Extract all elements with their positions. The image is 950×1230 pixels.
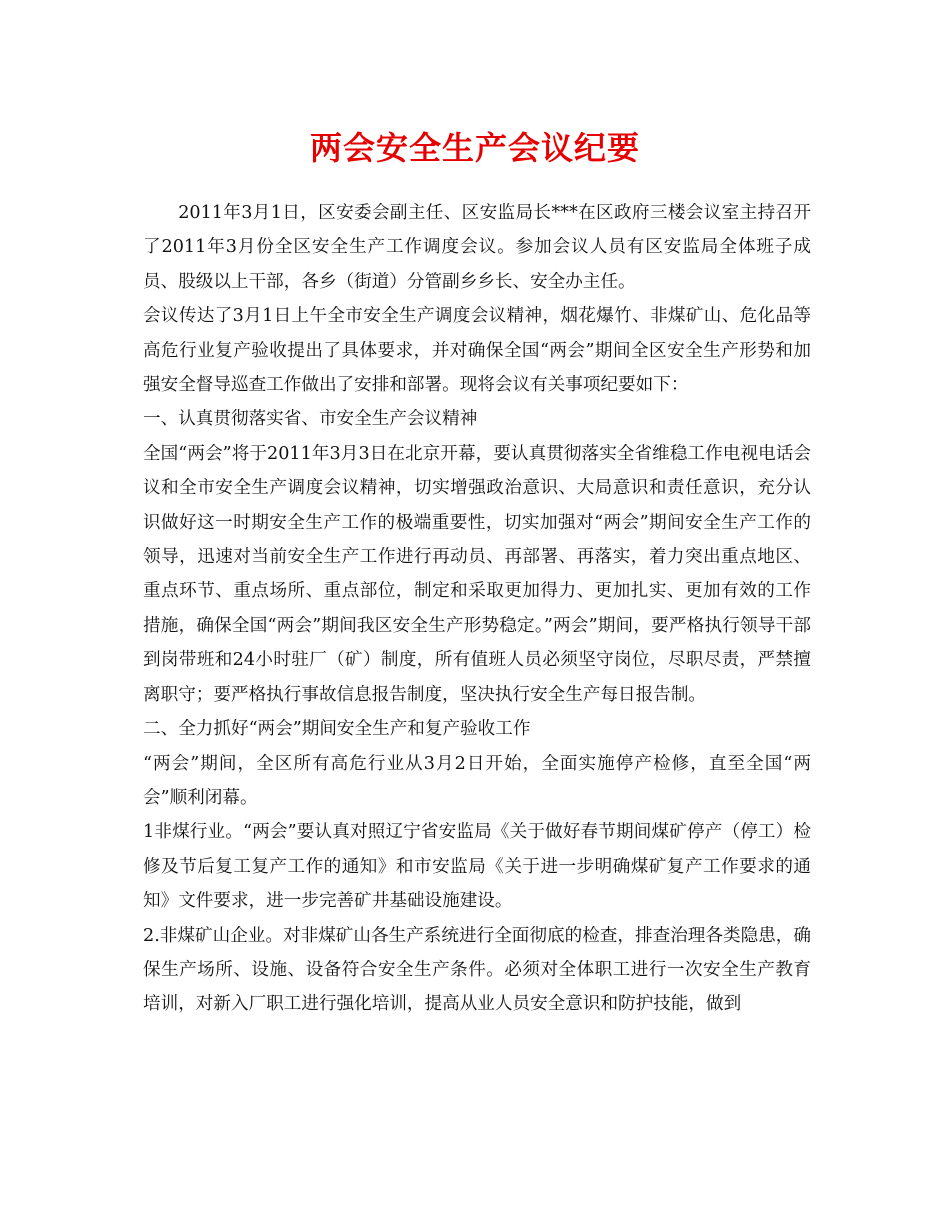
document-title: 两会安全生产会议纪要 bbox=[309, 129, 640, 167]
paragraph-item-1: 1非煤行业。“两会”要认真对照辽宁省安监局《关于做好春节期间煤矿停产（停工）检修及节后复工复产工作的通知》和市安监局《关于进一步明确煤矿复产工作要求的通知》文件要求，进一步完善矿井基础设施建设。 bbox=[143, 822, 811, 912]
section-heading-1: 一、认真贯彻落实省、市安全生产会议精神 bbox=[143, 409, 478, 430]
paragraph-meeting-summary: 会议传达了3月1日上午全市安全生产调度会议精神，烟花爆竹、非煤矿山、危化品等高危行业复产验收提出了具体要求，并对确保全国“两会”期间全区安全生产形势和加强安全督导巡查工作做出了安排和部署。现将会议有关事项纪要如下： bbox=[143, 306, 811, 396]
section-heading-2: 二、全力抓好“两会”期间安全生产和复产验收工作 bbox=[143, 719, 531, 740]
paragraph-intro: 2011年3月1日，区安委会副主任、区安监局长***在区政府三楼会议室主持召开了2011年3月份全区安全生产工作调度会议。参加会议人员有区安监局全体班子成员、股级以上干部，各乡（街道）分管副乡乡长、安全办主任。 bbox=[143, 203, 811, 292]
paragraph-item-2: 2.非煤矿山企业。对非煤矿山各生产系统进行全面彻底的检查，排查治理各类隐患，确保生产场所、设施、设备符合安全生产条件。必须对全体职工进行一次安全生产教育培训，对新入厂职工进行强化培训，提高从业人员安全意识和防护技能，做到 bbox=[143, 925, 811, 1015]
paragraph-section-2: “两会”期间，全区所有高危行业从3月2日开始，全面实施停产检修，直至全国“两会”顺利闭幕。 bbox=[143, 753, 811, 808]
document-body bbox=[143, 196, 811, 1022]
paragraph-section-1: 全国“两会”将于2011年3月3日在北京开幕，要认真贯彻落实全省维稳工作电视电话会议和全市安全生产调度会议精神，切实增强政治意识、大局意识和责任意识，充分认识做好这一时期安全生产工作的极端重要性，切实加强对“两会”期间安全生产工作的领导，迅速对当前安全生产工作进行再动员、再部署、再落实，着力突出重点地区、重点环节、重点场所、重点部位，制定和采取更加得力、更加扎实、更加有效的工作措施，确保全国“两会”期间我区安全生产形势稳定。”两会”期间，要严格执行领导干部到岗带班和24小时驻厂（矿）制度，所有值班人员必须坚守岗位，尽职尽责，严禁擅离职守；要严格执行事故信息报告制度，坚决执行安全生产每日报告制。 bbox=[143, 443, 811, 705]
